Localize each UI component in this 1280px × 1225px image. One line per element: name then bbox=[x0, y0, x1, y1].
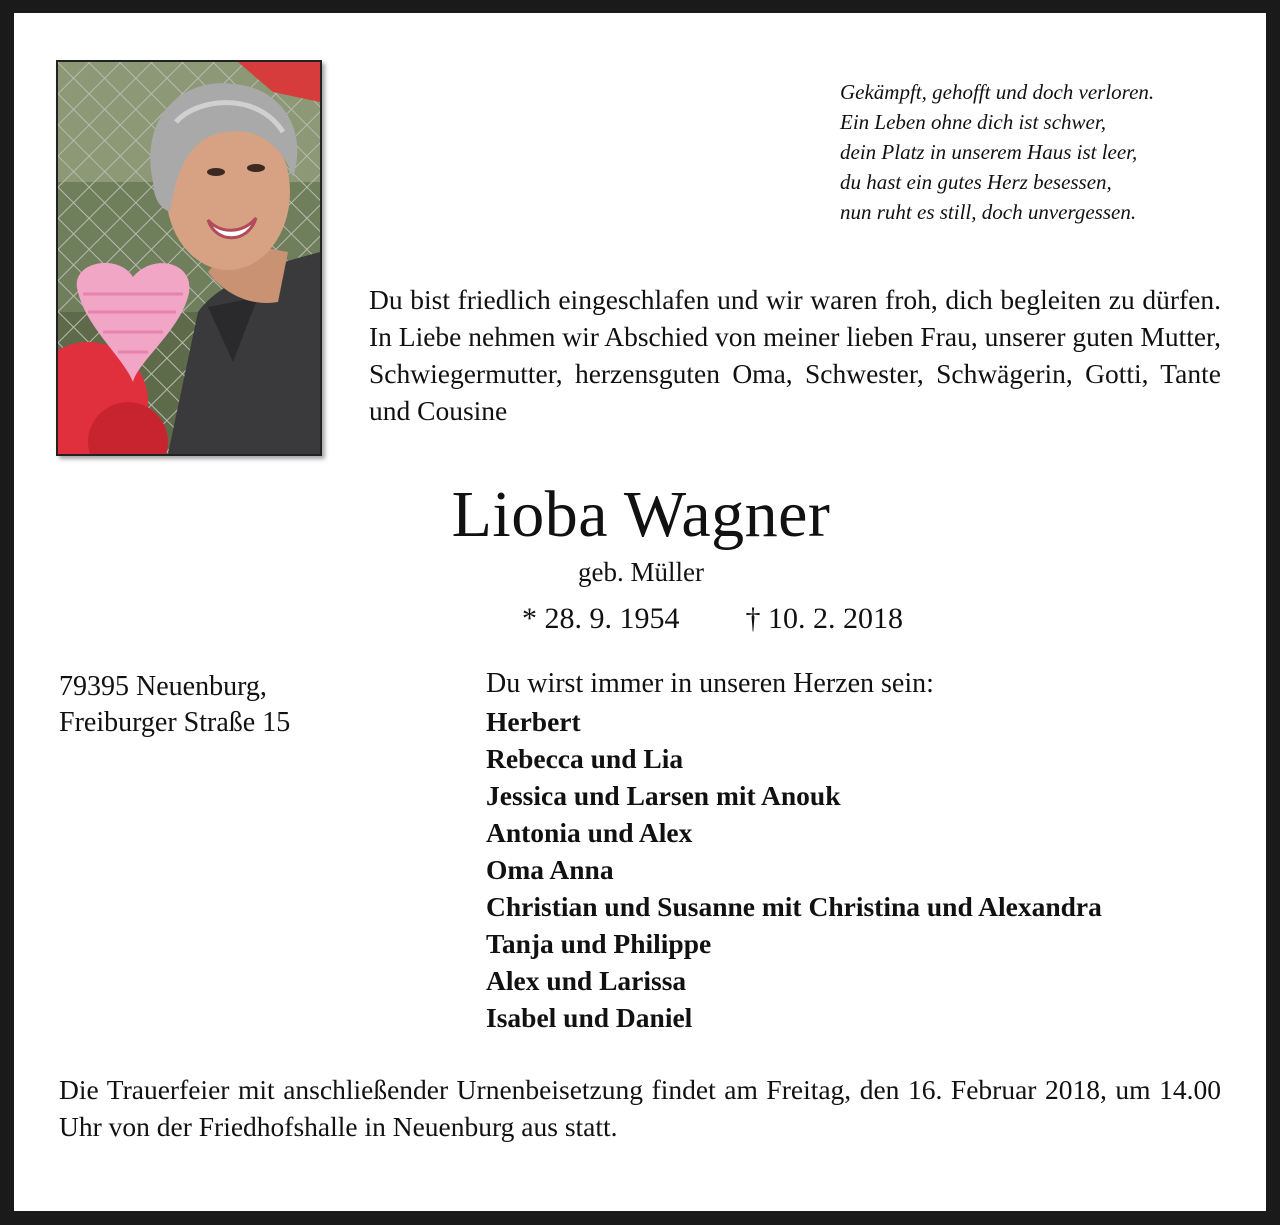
mourner: Tanja und Philippe bbox=[486, 928, 712, 959]
mourner: Antonia und Alex bbox=[486, 817, 693, 848]
address-line: Freiburger Straße 15 bbox=[59, 707, 291, 738]
birth-date: * 28. 9. 1954 bbox=[522, 602, 680, 635]
funeral-notice: Die Trauerfeier mit anschließender Urnenbeisetzung findet am Freitag, den 16. Februar 2018, um 14.00 Uhr von der Friedhofshalle in Neuenburg aus statt. bbox=[59, 1074, 1221, 1142]
death-date: † 10. 2. 2018 bbox=[745, 602, 903, 635]
poem-line: Gekämpft, gehofft und doch verloren. bbox=[840, 80, 1155, 104]
life-dates bbox=[522, 600, 903, 638]
address-line: 79395 Neuenburg, bbox=[59, 671, 267, 702]
mourner: Jessica und Larsen mit Anouk bbox=[486, 780, 841, 811]
mourner: Herbert bbox=[486, 706, 581, 737]
portrait-photo bbox=[56, 60, 322, 456]
mourner: Isabel und Daniel bbox=[486, 1002, 693, 1033]
mourners-list bbox=[486, 703, 1102, 1036]
obituary-card bbox=[14, 13, 1266, 1211]
poem-line: nun ruht es still, doch unvergessen. bbox=[840, 200, 1137, 224]
poem-line: Ein Leben ohne dich ist schwer, bbox=[840, 110, 1106, 134]
mourner: Oma Anna bbox=[486, 854, 614, 885]
maiden-name: geb. Müller bbox=[578, 557, 704, 587]
deceased-name: Lioba Wagner bbox=[451, 478, 831, 551]
poem-line: dein Platz in unserem Haus ist leer, bbox=[840, 140, 1138, 164]
mourner: Christian und Susanne mit Christina und Alexandra bbox=[486, 891, 1102, 922]
intro-text: Du bist friedlich eingeschlafen und wir waren froh, dich begleiten zu dürfen. In Liebe nehmen wir Abschied von meiner lieben Frau, unserer guten Mutter, Schwiegermutter, herzensguten Oma, Schwester, Schwägerin, Gotti, Tante und Cousine bbox=[369, 284, 1221, 426]
poem bbox=[840, 77, 1154, 227]
address bbox=[59, 669, 290, 741]
mourner: Rebecca und Lia bbox=[486, 743, 684, 774]
portrait-image bbox=[58, 62, 320, 454]
poem-line: du hast ein gutes Herz besessen, bbox=[840, 170, 1112, 194]
mourners-heading: Du wirst immer in unseren Herzen sein: bbox=[486, 668, 934, 699]
mourner: Alex und Larissa bbox=[486, 965, 687, 996]
